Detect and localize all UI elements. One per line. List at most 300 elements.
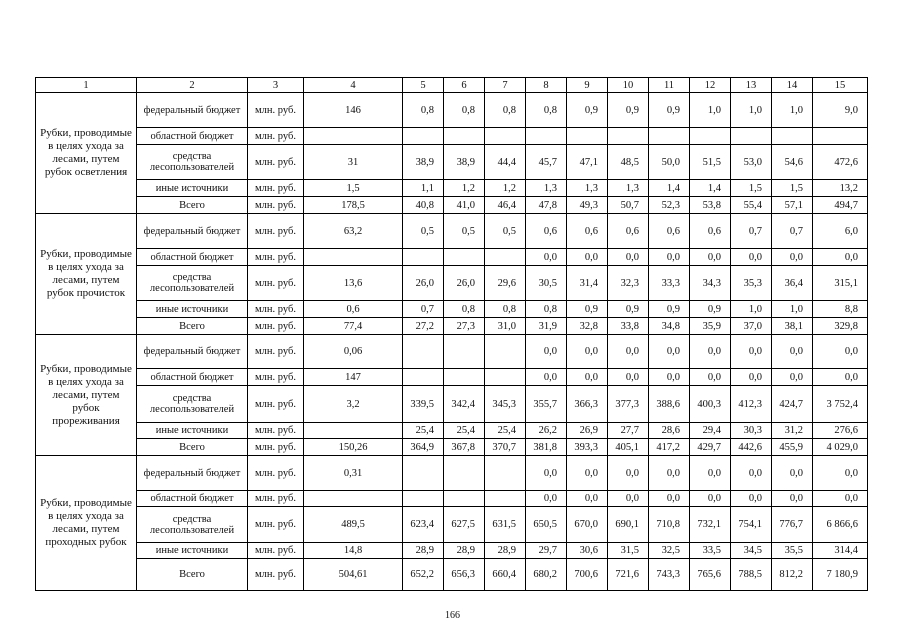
table-row-forest-users-funds	[36, 507, 868, 543]
value-cell: 31,9	[526, 318, 567, 335]
value-cell: 0,0	[608, 456, 649, 491]
unit-cell: млн. руб.	[248, 456, 304, 491]
value-cell: 26,2	[526, 423, 567, 439]
value-cell: 0,8	[444, 93, 485, 128]
table-row-federal-budget	[36, 335, 868, 369]
value-cell: 0,6	[608, 214, 649, 249]
value-cell: 494,7	[813, 197, 868, 214]
value-cell: 0,5	[403, 214, 444, 249]
value-cell: 34,8	[649, 318, 690, 335]
value-cell: 31,2	[772, 423, 813, 439]
value-cell: 50,0	[649, 145, 690, 180]
value-cell: 31	[304, 145, 403, 180]
value-cell: 314,4	[813, 543, 868, 559]
value-cell: 0,0	[608, 369, 649, 386]
header-cell: 13	[731, 78, 772, 93]
value-cell: 0,0	[567, 456, 608, 491]
value-cell: 54,6	[772, 145, 813, 180]
funding-source-cell: средства лесопользователей	[137, 266, 248, 301]
value-cell: 650,5	[526, 507, 567, 543]
value-cell: 32,5	[649, 543, 690, 559]
funding-source-cell: Всего	[137, 439, 248, 456]
value-cell: 0,0	[567, 249, 608, 266]
unit-cell: млн. руб.	[248, 423, 304, 439]
value-cell: 0,0	[772, 456, 813, 491]
value-cell: 33,3	[649, 266, 690, 301]
value-cell: 0,0	[772, 249, 813, 266]
value-cell	[304, 491, 403, 507]
table-row-federal-budget	[36, 93, 868, 128]
value-cell: 0,0	[690, 335, 731, 369]
value-cell: 0,5	[485, 214, 526, 249]
value-cell: 7 180,9	[813, 559, 868, 591]
unit-cell: млн. руб.	[248, 128, 304, 145]
value-cell: 631,5	[485, 507, 526, 543]
funding-source-cell: иные источники	[137, 543, 248, 559]
value-cell: 0,6	[304, 301, 403, 318]
value-cell: 33,8	[608, 318, 649, 335]
value-cell: 28,9	[403, 543, 444, 559]
value-cell: 0,0	[813, 456, 868, 491]
table-row-forest-users-funds	[36, 145, 868, 180]
value-cell: 48,5	[608, 145, 649, 180]
value-cell: 35,5	[772, 543, 813, 559]
value-cell: 370,7	[485, 439, 526, 456]
funding-source-cell: иные источники	[137, 423, 248, 439]
unit-cell: млн. руб.	[248, 180, 304, 197]
value-cell: 0,8	[485, 93, 526, 128]
value-cell: 1,0	[731, 301, 772, 318]
value-cell: 30,6	[567, 543, 608, 559]
value-cell: 442,6	[731, 439, 772, 456]
value-cell: 1,4	[649, 180, 690, 197]
value-cell: 38,1	[772, 318, 813, 335]
funding-source-cell: иные источники	[137, 180, 248, 197]
funding-source-cell: средства лесопользователей	[137, 507, 248, 543]
value-cell: 13,2	[813, 180, 868, 197]
header-cell: 10	[608, 78, 649, 93]
value-cell: 388,6	[649, 386, 690, 423]
value-cell: 31,5	[608, 543, 649, 559]
funding-source-cell: Всего	[137, 318, 248, 335]
value-cell: 26,0	[403, 266, 444, 301]
value-cell: 1,3	[567, 180, 608, 197]
header-cell: 7	[485, 78, 526, 93]
value-cell: 342,4	[444, 386, 485, 423]
value-cell: 4 029,0	[813, 439, 868, 456]
value-cell: 0,0	[649, 491, 690, 507]
value-cell: 0,0	[526, 491, 567, 507]
value-cell: 53,0	[731, 145, 772, 180]
value-cell	[485, 249, 526, 266]
value-cell	[403, 128, 444, 145]
table-row-regional-budget	[36, 128, 868, 145]
value-cell: 1,2	[444, 180, 485, 197]
value-cell: 27,2	[403, 318, 444, 335]
value-cell: 178,5	[304, 197, 403, 214]
value-cell: 33,5	[690, 543, 731, 559]
value-cell: 36,4	[772, 266, 813, 301]
value-cell: 1,0	[690, 93, 731, 128]
value-cell: 38,9	[403, 145, 444, 180]
value-cell	[567, 128, 608, 145]
value-cell: 44,4	[485, 145, 526, 180]
funding-source-cell: областной бюджет	[137, 249, 248, 266]
value-cell: 1,5	[772, 180, 813, 197]
funding-source-cell: областной бюджет	[137, 128, 248, 145]
value-cell: 31,0	[485, 318, 526, 335]
value-cell: 315,1	[813, 266, 868, 301]
value-cell: 627,5	[444, 507, 485, 543]
value-cell: 32,3	[608, 266, 649, 301]
table-row-other-sources	[36, 180, 868, 197]
value-cell	[485, 335, 526, 369]
value-cell: 0,0	[526, 249, 567, 266]
value-cell: 25,4	[403, 423, 444, 439]
funding-source-cell: федеральный бюджет	[137, 93, 248, 128]
value-cell	[304, 249, 403, 266]
value-cell: 0,9	[567, 301, 608, 318]
unit-cell: млн. руб.	[248, 318, 304, 335]
table-row-forest-users-funds	[36, 386, 868, 423]
funding-source-cell: областной бюджет	[137, 369, 248, 386]
header-cell: 3	[248, 78, 304, 93]
value-cell: 690,1	[608, 507, 649, 543]
value-cell	[485, 456, 526, 491]
unit-cell: млн. руб.	[248, 439, 304, 456]
funding-source-cell: Всего	[137, 197, 248, 214]
value-cell: 28,9	[444, 543, 485, 559]
value-cell: 26,0	[444, 266, 485, 301]
table-row-total	[36, 439, 868, 456]
value-cell	[444, 249, 485, 266]
value-cell	[772, 128, 813, 145]
table-row-regional-budget	[36, 249, 868, 266]
header-cell: 1	[36, 78, 137, 93]
value-cell: 754,1	[731, 507, 772, 543]
value-cell	[485, 369, 526, 386]
value-cell: 455,9	[772, 439, 813, 456]
value-cell: 0,6	[690, 214, 731, 249]
value-cell: 0,9	[649, 93, 690, 128]
value-cell: 57,1	[772, 197, 813, 214]
value-cell: 0,0	[813, 491, 868, 507]
value-cell: 504,61	[304, 559, 403, 591]
table-row-federal-budget	[36, 456, 868, 491]
value-cell: 812,2	[772, 559, 813, 591]
value-cell: 40,8	[403, 197, 444, 214]
value-cell: 0,0	[649, 335, 690, 369]
value-cell: 0,0	[649, 456, 690, 491]
table-row-total	[36, 197, 868, 214]
funding-source-cell: федеральный бюджет	[137, 456, 248, 491]
value-cell: 1,1	[403, 180, 444, 197]
value-cell	[608, 128, 649, 145]
value-cell: 788,5	[731, 559, 772, 591]
value-cell	[731, 128, 772, 145]
value-cell: 366,3	[567, 386, 608, 423]
value-cell: 77,4	[304, 318, 403, 335]
value-cell: 25,4	[444, 423, 485, 439]
value-cell: 0,9	[690, 301, 731, 318]
value-cell: 656,3	[444, 559, 485, 591]
value-cell: 27,3	[444, 318, 485, 335]
value-cell: 8,8	[813, 301, 868, 318]
value-cell: 1,0	[731, 93, 772, 128]
unit-cell: млн. руб.	[248, 145, 304, 180]
unit-cell: млн. руб.	[248, 369, 304, 386]
value-cell: 0,0	[813, 249, 868, 266]
value-cell: 53,8	[690, 197, 731, 214]
value-cell: 0,0	[772, 335, 813, 369]
value-cell: 0,0	[772, 369, 813, 386]
funding-source-cell: областной бюджет	[137, 491, 248, 507]
header-cell: 2	[137, 78, 248, 93]
value-cell	[485, 491, 526, 507]
funding-source-cell: средства лесопользователей	[137, 145, 248, 180]
value-cell: 1,3	[526, 180, 567, 197]
value-cell: 0,0	[731, 249, 772, 266]
value-cell: 367,8	[444, 439, 485, 456]
value-cell: 652,2	[403, 559, 444, 591]
header-cell: 11	[649, 78, 690, 93]
value-cell: 345,3	[485, 386, 526, 423]
value-cell: 364,9	[403, 439, 444, 456]
value-cell: 6 866,6	[813, 507, 868, 543]
value-cell	[304, 128, 403, 145]
value-cell: 28,6	[649, 423, 690, 439]
value-cell: 429,7	[690, 439, 731, 456]
value-cell	[444, 456, 485, 491]
value-cell: 377,3	[608, 386, 649, 423]
table-row-total	[36, 318, 868, 335]
value-cell: 0,5	[444, 214, 485, 249]
value-cell	[444, 491, 485, 507]
value-cell: 29,4	[690, 423, 731, 439]
value-cell: 417,2	[649, 439, 690, 456]
value-cell: 0,0	[813, 335, 868, 369]
table-body	[36, 78, 868, 591]
value-cell: 38,9	[444, 145, 485, 180]
value-cell: 0,0	[813, 369, 868, 386]
value-cell: 32,8	[567, 318, 608, 335]
value-cell: 0,0	[526, 369, 567, 386]
value-cell: 743,3	[649, 559, 690, 591]
unit-cell: млн. руб.	[248, 543, 304, 559]
value-cell: 0,7	[403, 301, 444, 318]
header-row	[36, 78, 868, 93]
value-cell: 393,3	[567, 439, 608, 456]
value-cell: 9,0	[813, 93, 868, 128]
table-row-forest-users-funds	[36, 266, 868, 301]
value-cell: 0,9	[608, 93, 649, 128]
value-cell: 700,6	[567, 559, 608, 591]
value-cell: 0,0	[690, 369, 731, 386]
value-cell: 0,8	[444, 301, 485, 318]
value-cell: 35,9	[690, 318, 731, 335]
value-cell: 0,0	[608, 491, 649, 507]
value-cell: 51,5	[690, 145, 731, 180]
value-cell: 0,8	[526, 301, 567, 318]
value-cell: 30,3	[731, 423, 772, 439]
value-cell: 0,8	[403, 93, 444, 128]
value-cell: 13,6	[304, 266, 403, 301]
value-cell: 0,7	[772, 214, 813, 249]
header-cell: 12	[690, 78, 731, 93]
unit-cell: млн. руб.	[248, 386, 304, 423]
value-cell: 0,6	[526, 214, 567, 249]
header-cell: 8	[526, 78, 567, 93]
value-cell: 0,0	[731, 456, 772, 491]
value-cell: 147	[304, 369, 403, 386]
value-cell: 41,0	[444, 197, 485, 214]
value-cell	[403, 335, 444, 369]
unit-cell: млн. руб.	[248, 249, 304, 266]
value-cell: 670,0	[567, 507, 608, 543]
value-cell: 45,7	[526, 145, 567, 180]
value-cell: 0,0	[526, 335, 567, 369]
value-cell: 424,7	[772, 386, 813, 423]
value-cell: 1,2	[485, 180, 526, 197]
value-cell: 29,7	[526, 543, 567, 559]
value-cell: 0,6	[649, 214, 690, 249]
value-cell: 776,7	[772, 507, 813, 543]
table-row-federal-budget	[36, 214, 868, 249]
header-cell: 14	[772, 78, 813, 93]
value-cell: 29,6	[485, 266, 526, 301]
value-cell: 489,5	[304, 507, 403, 543]
value-cell	[649, 128, 690, 145]
value-cell: 355,7	[526, 386, 567, 423]
value-cell: 30,5	[526, 266, 567, 301]
value-cell: 1,5	[304, 180, 403, 197]
value-cell: 405,1	[608, 439, 649, 456]
unit-cell: млн. руб.	[248, 301, 304, 318]
value-cell: 0,31	[304, 456, 403, 491]
unit-cell: млн. руб.	[248, 559, 304, 591]
unit-cell: млн. руб.	[248, 507, 304, 543]
value-cell: 0,0	[731, 491, 772, 507]
unit-cell: млн. руб.	[248, 335, 304, 369]
value-cell: 6,0	[813, 214, 868, 249]
value-cell: 50,7	[608, 197, 649, 214]
unit-cell: млн. руб.	[248, 266, 304, 301]
header-cell: 9	[567, 78, 608, 93]
value-cell: 765,6	[690, 559, 731, 591]
value-cell: 0,9	[608, 301, 649, 318]
value-cell: 52,3	[649, 197, 690, 214]
value-cell: 47,1	[567, 145, 608, 180]
unit-cell: млн. руб.	[248, 93, 304, 128]
value-cell: 14,8	[304, 543, 403, 559]
page-number: 166	[445, 610, 460, 621]
value-cell	[304, 423, 403, 439]
table-row-other-sources	[36, 423, 868, 439]
value-cell: 3 752,4	[813, 386, 868, 423]
value-cell: 0,0	[567, 369, 608, 386]
value-cell: 339,5	[403, 386, 444, 423]
value-cell: 0,9	[649, 301, 690, 318]
group-label: Рубки, проводимые в целях ухода за лесами, путем рубок осветления	[36, 93, 137, 214]
value-cell	[403, 456, 444, 491]
value-cell: 0,0	[690, 456, 731, 491]
value-cell	[403, 369, 444, 386]
header-cell: 15	[813, 78, 868, 93]
value-cell: 28,9	[485, 543, 526, 559]
funding-source-cell: средства лесопользователей	[137, 386, 248, 423]
value-cell: 55,4	[731, 197, 772, 214]
value-cell: 732,1	[690, 507, 731, 543]
value-cell: 276,6	[813, 423, 868, 439]
value-cell: 63,2	[304, 214, 403, 249]
unit-cell: млн. руб.	[248, 491, 304, 507]
table-row-regional-budget	[36, 369, 868, 386]
header-cell: 6	[444, 78, 485, 93]
value-cell: 0,0	[608, 249, 649, 266]
group-label: Рубки, проводимые в целях ухода за лесами, путем проходных рубок	[36, 456, 137, 591]
value-cell: 1,0	[772, 93, 813, 128]
value-cell: 0,0	[567, 335, 608, 369]
forestry-funding-table	[35, 77, 868, 591]
funding-source-cell: федеральный бюджет	[137, 214, 248, 249]
header-cell: 4	[304, 78, 403, 93]
value-cell: 150,26	[304, 439, 403, 456]
group-label: Рубки, проводимые в целях ухода за лесами, путем рубок прореживания	[36, 335, 137, 456]
value-cell: 412,3	[731, 386, 772, 423]
value-cell: 660,4	[485, 559, 526, 591]
value-cell: 0,0	[690, 249, 731, 266]
value-cell: 0,6	[567, 214, 608, 249]
unit-cell: млн. руб.	[248, 214, 304, 249]
unit-cell: млн. руб.	[248, 197, 304, 214]
group-label: Рубки, проводимые в целях ухода за лесами, путем рубок прочисток	[36, 214, 137, 335]
funding-source-cell: Всего	[137, 559, 248, 591]
value-cell	[403, 491, 444, 507]
value-cell: 0,9	[567, 93, 608, 128]
value-cell: 34,5	[731, 543, 772, 559]
value-cell: 1,0	[772, 301, 813, 318]
value-cell: 381,8	[526, 439, 567, 456]
value-cell: 0,0	[567, 491, 608, 507]
value-cell	[485, 128, 526, 145]
value-cell: 0,8	[526, 93, 567, 128]
table-row-other-sources	[36, 301, 868, 318]
value-cell: 35,3	[731, 266, 772, 301]
funding-source-cell: федеральный бюджет	[137, 335, 248, 369]
value-cell: 0,8	[485, 301, 526, 318]
value-cell: 721,6	[608, 559, 649, 591]
header-cell: 5	[403, 78, 444, 93]
value-cell	[444, 369, 485, 386]
value-cell	[444, 335, 485, 369]
value-cell: 472,6	[813, 145, 868, 180]
value-cell	[690, 128, 731, 145]
value-cell: 3,2	[304, 386, 403, 423]
value-cell: 1,5	[731, 180, 772, 197]
value-cell	[813, 128, 868, 145]
value-cell: 37,0	[731, 318, 772, 335]
value-cell: 1,4	[690, 180, 731, 197]
value-cell: 146	[304, 93, 403, 128]
value-cell: 46,4	[485, 197, 526, 214]
table-row-total	[36, 559, 868, 591]
value-cell: 0,7	[731, 214, 772, 249]
value-cell: 400,3	[690, 386, 731, 423]
value-cell: 329,8	[813, 318, 868, 335]
value-cell: 0,0	[526, 456, 567, 491]
value-cell: 0,0	[731, 335, 772, 369]
value-cell: 710,8	[649, 507, 690, 543]
